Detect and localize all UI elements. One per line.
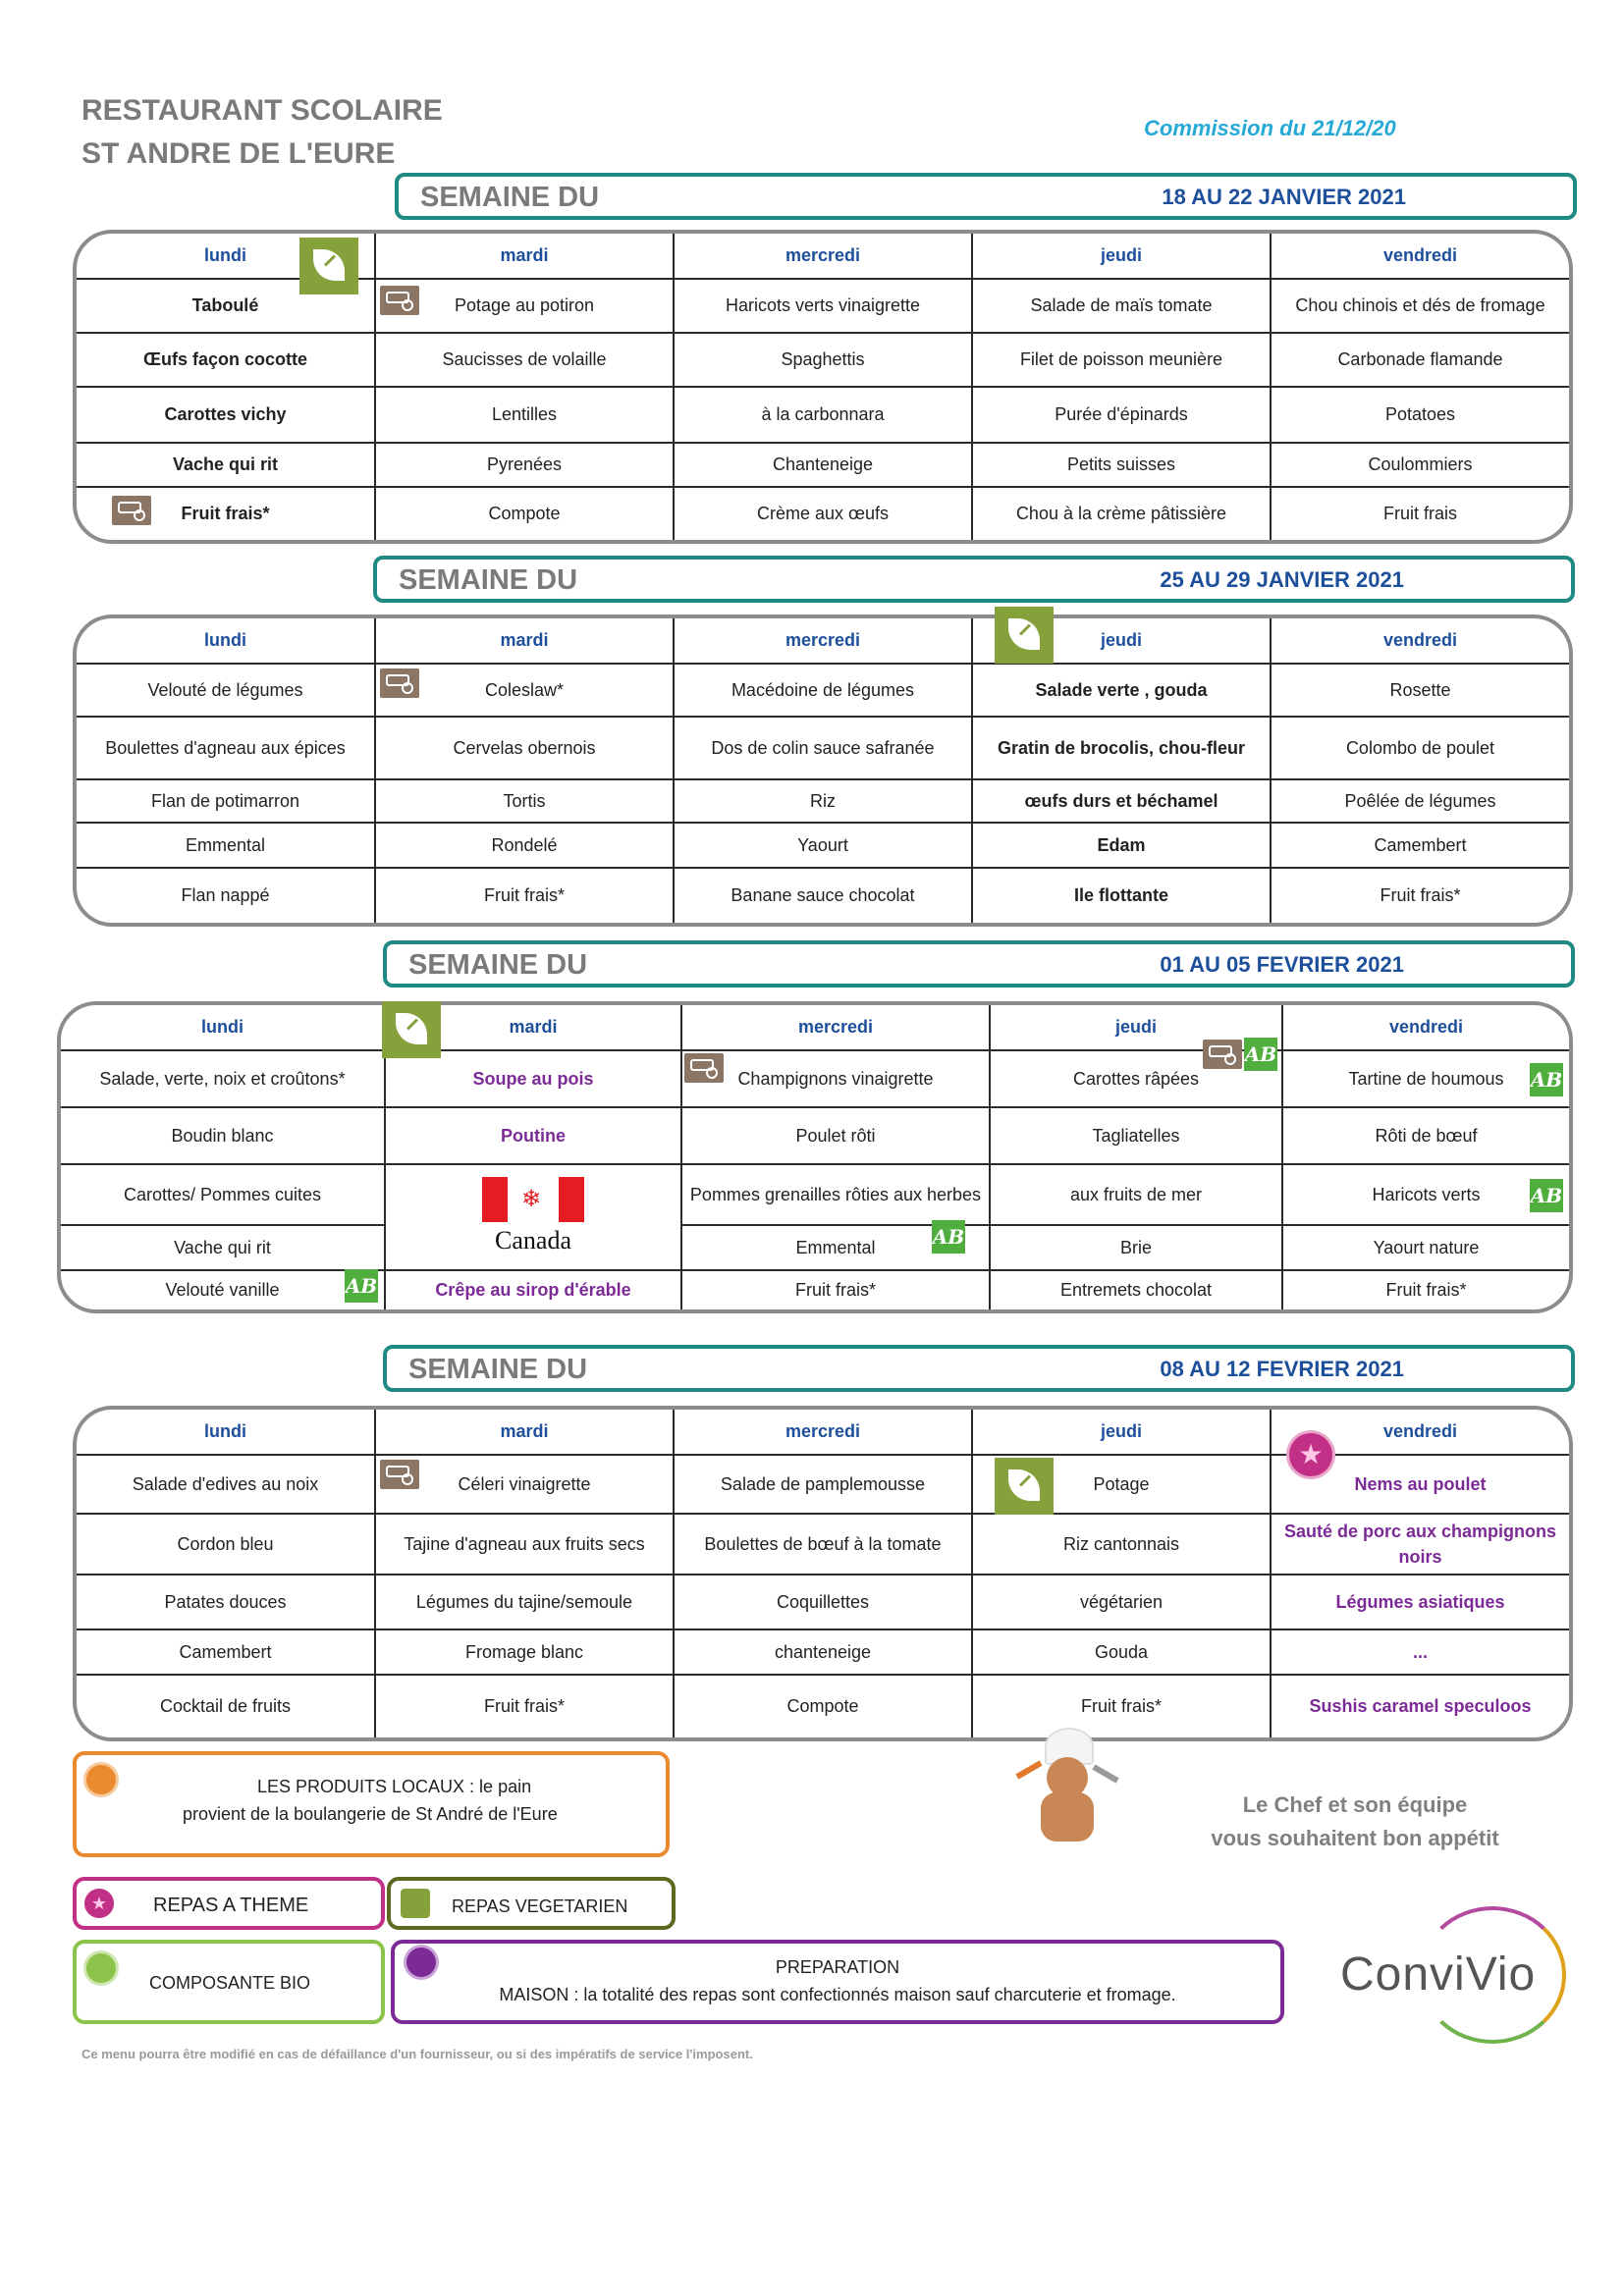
menu-cell: Coulommiers bbox=[1271, 443, 1569, 487]
menu-cell: Rosette bbox=[1271, 664, 1569, 717]
week-label: SEMAINE DU bbox=[420, 182, 600, 213]
menu-cell: Velouté de légumes bbox=[77, 664, 375, 717]
menu-cell: Fruit frais* bbox=[77, 487, 375, 540]
week-range: 01 AU 05 FEVRIER 2021 bbox=[1160, 952, 1404, 977]
menu-cell: Fruit frais* bbox=[375, 1675, 674, 1737]
menu-cell: Cocktail de fruits bbox=[77, 1675, 375, 1737]
menu-cell: Poêlée de légumes bbox=[1271, 779, 1569, 823]
tractor-icon bbox=[380, 668, 419, 698]
ab-bio-icon: AB bbox=[1244, 1038, 1277, 1071]
leaf-icon bbox=[299, 238, 358, 294]
legend-vegetarian bbox=[387, 1877, 676, 1930]
ab-bio-icon: AB bbox=[345, 1269, 378, 1303]
menu-cell: Chanteneige bbox=[674, 443, 972, 487]
menu-cell: Saucisses de volaille bbox=[375, 333, 674, 387]
day-vendredi: vendredi bbox=[1282, 1005, 1569, 1050]
menu-cell: Boudin blanc bbox=[61, 1107, 385, 1164]
day-mercredi: mercredi bbox=[674, 234, 972, 279]
day-jeudi: jeudi bbox=[972, 1410, 1271, 1455]
menu-cell: Poutine bbox=[385, 1107, 681, 1164]
menu-cell: Sushis caramel speculoos bbox=[1271, 1675, 1569, 1737]
menu-cell: Colombo de poulet bbox=[1271, 717, 1569, 779]
menu-cell: Carbonade flamande bbox=[1271, 333, 1569, 387]
menu-cell: Potage bbox=[972, 1455, 1271, 1514]
menu-cell: Légumes du tajine/semoule bbox=[375, 1575, 674, 1629]
week-1-header bbox=[395, 173, 1577, 220]
menu-cell: Edam bbox=[972, 823, 1271, 868]
menu-cell: Entremets chocolat bbox=[990, 1270, 1282, 1309]
week-range: 25 AU 29 JANVIER 2021 bbox=[1160, 567, 1404, 592]
menu-cell: Emmental bbox=[77, 823, 375, 868]
menu-cell: Camembert bbox=[77, 1629, 375, 1675]
day-jeudi: jeudi bbox=[990, 1005, 1282, 1050]
week-3-table bbox=[57, 1001, 1573, 1313]
menu-cell: Macédoine de légumes bbox=[674, 664, 972, 717]
menu-cell: AB Carottes râpées bbox=[990, 1050, 1282, 1107]
week-label: SEMAINE DU bbox=[408, 1354, 588, 1385]
menu-cell: Camembert bbox=[1271, 823, 1569, 868]
menu-cell: Coleslaw* bbox=[375, 664, 674, 717]
legend-theme-label: REPAS A THEME bbox=[153, 1895, 309, 1916]
week-1-table bbox=[73, 230, 1573, 544]
leaf-icon bbox=[401, 1889, 430, 1918]
menu-cell: œufs durs et béchamel bbox=[972, 779, 1271, 823]
menu-cell: Riz bbox=[674, 779, 972, 823]
menu-cell: Crème aux œufs bbox=[674, 487, 972, 540]
week-range: 18 AU 22 JANVIER 2021 bbox=[1162, 185, 1406, 209]
menu-cell: AB Velouté vanille bbox=[61, 1270, 385, 1309]
menu-cell: Céleri vinaigrette bbox=[375, 1455, 674, 1514]
menu-cell: Banane sauce chocolat bbox=[674, 868, 972, 923]
menu-cell: Champignons vinaigrette bbox=[681, 1050, 990, 1107]
menu-cell: Cervelas obernois bbox=[375, 717, 674, 779]
chef-message: Le Chef et son équipe vous souhaitent bon appétit bbox=[1211, 1792, 1499, 1850]
menu-cell: Nems au poulet bbox=[1271, 1455, 1569, 1514]
tractor-icon bbox=[112, 496, 151, 525]
legend-theme bbox=[73, 1877, 385, 1930]
menu-cell: Brie bbox=[990, 1225, 1282, 1270]
week-3-header bbox=[383, 940, 1575, 988]
menu-cell: Purée d'épinards bbox=[972, 387, 1271, 443]
menu-cell: Soupe au pois bbox=[385, 1050, 681, 1107]
menu-cell: Sauté de porc aux champignons noirs bbox=[1271, 1514, 1569, 1575]
menu-cell: Petits suisses bbox=[972, 443, 1271, 487]
menu-cell: Chou à la crème pâtissière bbox=[972, 487, 1271, 540]
tractor-icon bbox=[1203, 1040, 1242, 1069]
restaurant-title: RESTAURANT SCOLAIRE bbox=[81, 94, 443, 127]
menu-cell: Tajine d'agneau aux fruits secs bbox=[375, 1514, 674, 1575]
week-label: SEMAINE DU bbox=[408, 949, 588, 981]
menu-cell: Boulettes d'agneau aux épices bbox=[77, 717, 375, 779]
menu-cell: Compote bbox=[674, 1675, 972, 1737]
menu-cell: Chou chinois et dés de fromage bbox=[1271, 279, 1569, 333]
week-label: SEMAINE DU bbox=[399, 564, 578, 596]
menu-cell: Crêpe au sirop d'érable bbox=[385, 1270, 681, 1309]
menu-cell: Flan nappé bbox=[77, 868, 375, 923]
legend-bio-label: COMPOSANTE BIO bbox=[149, 1973, 311, 1993]
menu-cell: Salade de pamplemousse bbox=[674, 1455, 972, 1514]
menu-cell: Lentilles bbox=[375, 387, 674, 443]
menu-cell: Fruit frais* bbox=[972, 1675, 1271, 1737]
tractor-icon bbox=[380, 1460, 419, 1489]
menu-cell: Gouda bbox=[972, 1629, 1271, 1675]
day-mardi: mardi bbox=[375, 1410, 674, 1455]
menu-cell: Patates douces bbox=[77, 1575, 375, 1629]
menu-cell: Ile flottante bbox=[972, 868, 1271, 923]
restaurant-location: ST ANDRE DE L'EURE bbox=[81, 137, 396, 170]
menu-cell: Rondelé bbox=[375, 823, 674, 868]
menu-cell: Filet de poisson meunière bbox=[972, 333, 1271, 387]
commission-date: Commission du 21/12/20 bbox=[1144, 116, 1396, 140]
day-jeudi: jeudi bbox=[972, 234, 1271, 279]
legend-vegetarian-label: REPAS VEGETARIEN bbox=[452, 1896, 628, 1916]
day-mercredi: mercredi bbox=[674, 1410, 972, 1455]
day-mercredi: mercredi bbox=[674, 618, 972, 664]
menu-cell: Boulettes de bœuf à la tomate bbox=[674, 1514, 972, 1575]
day-mardi: mardi bbox=[375, 234, 674, 279]
menu-cell: ... bbox=[1271, 1629, 1569, 1675]
ab-bio-icon: AB bbox=[1530, 1179, 1563, 1212]
menu-cell: Fruit frais* bbox=[681, 1270, 990, 1309]
week-4-table bbox=[73, 1406, 1573, 1741]
day-mercredi: mercredi bbox=[681, 1005, 990, 1050]
menu-cell: Salade de maïs tomate bbox=[972, 279, 1271, 333]
menu-cell: Coquillettes bbox=[674, 1575, 972, 1629]
menu-cell: à la carbonnara bbox=[674, 387, 972, 443]
canada-label: Canada bbox=[495, 1226, 571, 1255]
day-lundi: lundi bbox=[204, 1421, 246, 1442]
day-vendredi: vendredi bbox=[1271, 1410, 1569, 1455]
leaf-icon bbox=[995, 1458, 1054, 1515]
menu-cell: végétarien bbox=[972, 1575, 1271, 1629]
legend-bio bbox=[73, 1940, 385, 2024]
menu-cell: AB Haricots verts bbox=[1282, 1164, 1569, 1225]
day-mardi: mardi bbox=[385, 1005, 681, 1050]
menu-cell: Cordon bleu bbox=[77, 1514, 375, 1575]
menu-cell: Carottes vichy bbox=[77, 387, 375, 443]
ab-bio-icon: AB bbox=[932, 1220, 965, 1254]
menu-cell: Poulet rôti bbox=[681, 1107, 990, 1164]
tractor-icon bbox=[380, 286, 419, 315]
menu-cell: Pommes grenailles rôties aux herbes bbox=[681, 1164, 990, 1225]
menu-cell: Fromage blanc bbox=[375, 1629, 674, 1675]
day-jeudi: jeudi bbox=[972, 618, 1271, 664]
canada-flag bbox=[482, 1177, 584, 1255]
menu-cell: Légumes asiatiques bbox=[1271, 1575, 1569, 1629]
tractor-icon bbox=[684, 1053, 724, 1083]
menu-cell: Salade, verte, noix et croûtons* bbox=[61, 1050, 385, 1107]
menu-cell: Dos de colin sauce safranée bbox=[674, 717, 972, 779]
legend-preparation bbox=[391, 1940, 1284, 2024]
day-lundi: lundi bbox=[204, 630, 246, 651]
legend-prep-line2: MAISON : la totalité des repas sont confectionnés maison sauf charcuterie et fromage. bbox=[499, 1985, 1176, 2004]
leaf-icon bbox=[382, 1001, 441, 1058]
menu-cell: Tortis bbox=[375, 779, 674, 823]
menu-cell: Fruit frais* bbox=[1271, 868, 1569, 923]
menu-cell: AB Tartine de houmous bbox=[1282, 1050, 1569, 1107]
menu-cell: Pyrenées bbox=[375, 443, 674, 487]
week-4-header bbox=[383, 1345, 1575, 1392]
menu-cell: Potage au potiron bbox=[375, 279, 674, 333]
footnote: Ce menu pourra être modifié en cas de défaillance d'un fournisseur, ou si des impératifs de service l'imposent. bbox=[81, 2047, 753, 2061]
menu-cell: Haricots verts vinaigrette bbox=[674, 279, 972, 333]
menu-cell: Salade verte , gouda bbox=[972, 664, 1271, 717]
menu-cell: Vache qui rit bbox=[61, 1225, 385, 1270]
legend-prep-line1: PREPARATION bbox=[775, 1957, 900, 1977]
week-2-table bbox=[73, 614, 1573, 927]
menu-cell: Spaghettis bbox=[674, 333, 972, 387]
day-vendredi: vendredi bbox=[1271, 234, 1569, 279]
maple-leaf-icon: ❄ bbox=[521, 1186, 542, 1212]
bio-icon bbox=[86, 1953, 116, 1983]
menu-cell: Taboulé bbox=[77, 279, 375, 333]
menu-cell: Fruit frais* bbox=[375, 868, 674, 923]
menu-cell: Compote bbox=[375, 487, 674, 540]
day-vendredi: vendredi bbox=[1271, 618, 1569, 664]
menu-cell: Tagliatelles bbox=[990, 1107, 1282, 1164]
menu-cell: Fruit frais bbox=[1271, 487, 1569, 540]
ab-bio-icon: AB bbox=[1530, 1063, 1563, 1096]
menu-cell: aux fruits de mer bbox=[990, 1164, 1282, 1225]
canada-flag-cell bbox=[385, 1164, 681, 1270]
legend-local-products bbox=[73, 1751, 670, 1857]
menu-cell: Potatoes bbox=[1271, 387, 1569, 443]
legend-local-line2: provient de la boulangerie de St André de l'Eure bbox=[183, 1804, 558, 1824]
menu-cell: Fruit frais* bbox=[1282, 1270, 1569, 1309]
menu-cell: Flan de potimarron bbox=[77, 779, 375, 823]
menu-cell: Œufs façon cocotte bbox=[77, 333, 375, 387]
convivio-logo: ConviVio bbox=[1340, 1904, 1581, 2052]
legend-local-line1: LES PRODUITS LOCAUX : le pain bbox=[257, 1777, 532, 1796]
menu-cell: Gratin de brocolis, chou-fleur bbox=[972, 717, 1271, 779]
chef-mascot-icon bbox=[1011, 1728, 1119, 1845]
local-product-icon bbox=[86, 1765, 116, 1794]
leaf-icon bbox=[995, 607, 1054, 664]
menu-cell: Riz cantonnais bbox=[972, 1514, 1271, 1575]
menu-cell: Salade d'edives au noix bbox=[77, 1455, 375, 1514]
menu-cell: Yaourt bbox=[674, 823, 972, 868]
week-2-header bbox=[373, 556, 1575, 603]
day-lundi: lundi bbox=[201, 1017, 244, 1038]
menu-cell: chanteneige bbox=[674, 1629, 972, 1675]
menu-cell: Vache qui rit bbox=[77, 443, 375, 487]
day-mardi: mardi bbox=[375, 618, 674, 664]
menu-cell: Carottes/ Pommes cuites bbox=[61, 1164, 385, 1225]
menu-cell: Yaourt nature bbox=[1282, 1225, 1569, 1270]
week-range: 08 AU 12 FEVRIER 2021 bbox=[1160, 1357, 1404, 1381]
menu-cell: AB Emmental bbox=[681, 1225, 990, 1270]
star-icon: ★ bbox=[84, 1889, 114, 1918]
day-lundi: lundi bbox=[204, 245, 246, 266]
star-icon: ★ bbox=[1289, 1433, 1332, 1476]
menu-cell: Rôti de bœuf bbox=[1282, 1107, 1569, 1164]
